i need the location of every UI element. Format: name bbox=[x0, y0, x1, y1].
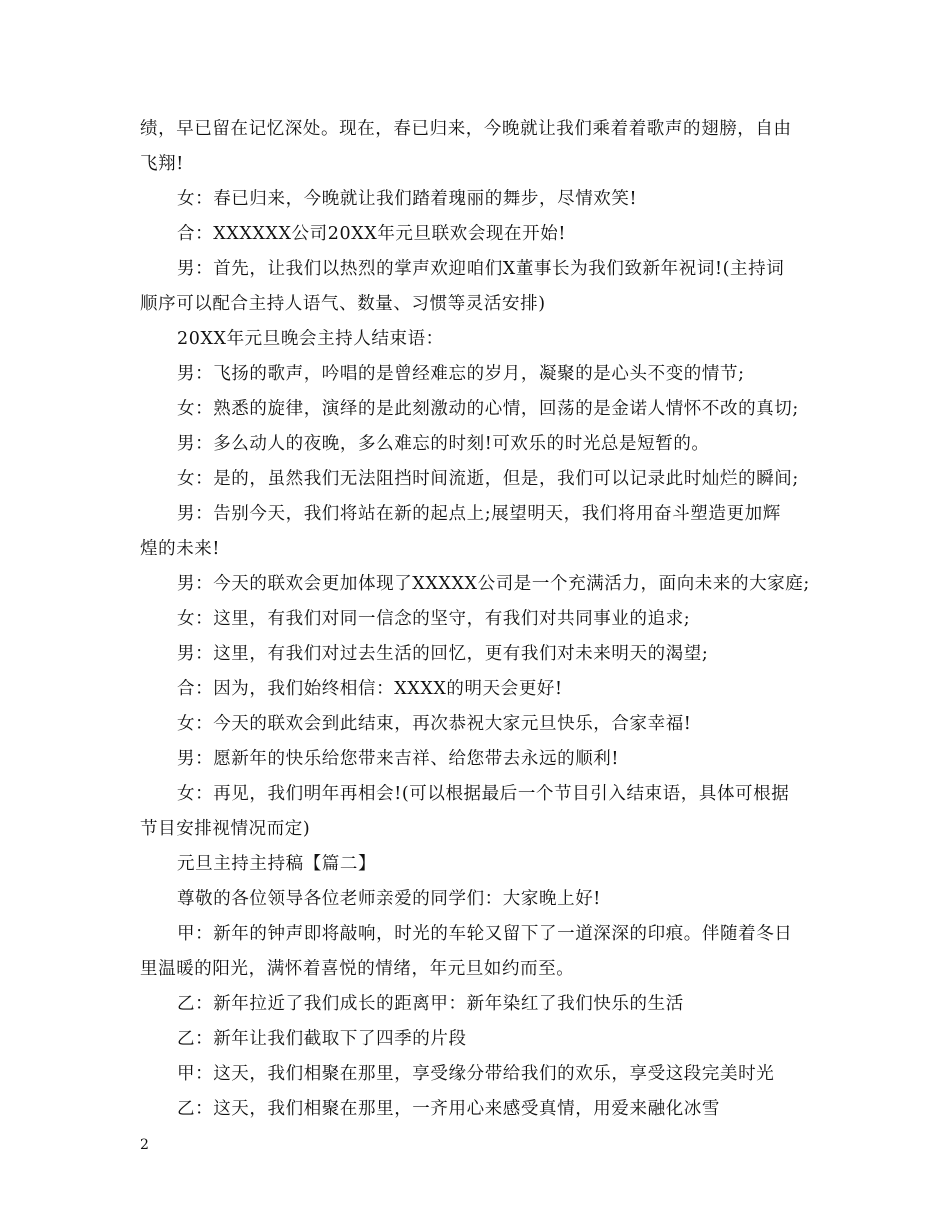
section-heading: 元旦主持主持稿【篇二】 bbox=[177, 854, 377, 874]
text-line: 男：飞扬的歌声，吟唱的是曾经难忘的岁月，凝聚的是心头不变的情节; bbox=[177, 364, 745, 384]
text-line: 飞翔! bbox=[140, 154, 184, 174]
text-line: 煌的未来! bbox=[140, 539, 221, 559]
text-line: 男：告别今天，我们将站在新的起点上;展望明天，我们将用奋斗塑造更加辉 bbox=[177, 504, 781, 524]
text-line: 乙：新年让我们截取下了四季的片段 bbox=[177, 1029, 467, 1049]
text-line: 男：愿新年的快乐给您带来吉祥、给您带去永远的顺利! bbox=[177, 749, 620, 769]
section-heading: 20XX年元旦晚会主持人结束语： bbox=[177, 329, 444, 349]
text-line: 乙：新年拉近了我们成长的距离甲：新年染红了我们快乐的生活 bbox=[177, 994, 684, 1014]
text-line: 男：多么动人的夜晚，多么难忘的时刻!可欢乐的时光总是短暂的。 bbox=[177, 434, 710, 454]
text-line: 合：XXXXXX公司20XX年元旦联欢会现在开始! bbox=[177, 224, 566, 244]
text-line: 女：春已归来，今晚就让我们踏着瑰丽的舞步，尽情欢笑! bbox=[177, 189, 638, 209]
text-line: 男：首先，让我们以热烈的掌声欢迎咱们X董事长为我们致新年祝词!(主持词 bbox=[177, 259, 785, 279]
text-line: 女：今天的联欢会到此结束，再次恭祝大家元旦快乐，合家幸福! bbox=[177, 714, 692, 734]
text-line: 顺序可以配合主持人语气、数量、习惯等灵活安排) bbox=[140, 294, 546, 314]
text-line: 女：这里，有我们对同一信念的坚守，有我们对共同事业的追求; bbox=[177, 609, 691, 629]
text-line: 男：今天的联欢会更加体现了XXXXX公司是一个充满活力，面向未来的大家庭; bbox=[177, 574, 810, 594]
text-line: 合：因为，我们始终相信：XXXX的明天会更好! bbox=[177, 679, 563, 699]
text-line: 乙：这天，我们相聚在那里，一齐用心来感受真情，用爱来融化冰雪 bbox=[177, 1099, 720, 1119]
text-line: 女：再见，我们明年再相会!(可以根据最后一个节目引入结束语，具体可根据 bbox=[177, 784, 790, 804]
text-line: 里温暖的阳光，满怀着喜悦的情绪，年元旦如约而至。 bbox=[140, 959, 575, 979]
text-line: 甲：这天，我们相聚在那里，享受缘分带给我们的欢乐，享受这段完美时光 bbox=[177, 1064, 775, 1084]
text-line: 女：熟悉的旋律，演绎的是此刻激动的心情，回荡的是金诺人情怀不改的真切; bbox=[177, 399, 799, 419]
page-number: 2 bbox=[140, 1137, 149, 1153]
text-line: 尊敬的各位领导各位老师亲爱的同学们：大家晚上好! bbox=[177, 889, 601, 909]
text-line: 甲：新年的钟声即将敲响，时光的车轮又留下了一道深深的印痕。伴随着冬日 bbox=[177, 924, 793, 944]
text-line: 绩，早已留在记忆深处。现在，春已归来，今晚就让我们乘着着歌声的翅膀，自由 bbox=[140, 119, 792, 139]
text-line: 男：这里，有我们对过去生活的回忆，更有我们对未来明天的渴望; bbox=[177, 644, 709, 664]
text-line: 节目安排视情况而定) bbox=[140, 819, 311, 839]
text-line: 女：是的，虽然我们无法阻挡时间流逝，但是，我们可以记录此时灿烂的瞬间; bbox=[177, 469, 799, 489]
